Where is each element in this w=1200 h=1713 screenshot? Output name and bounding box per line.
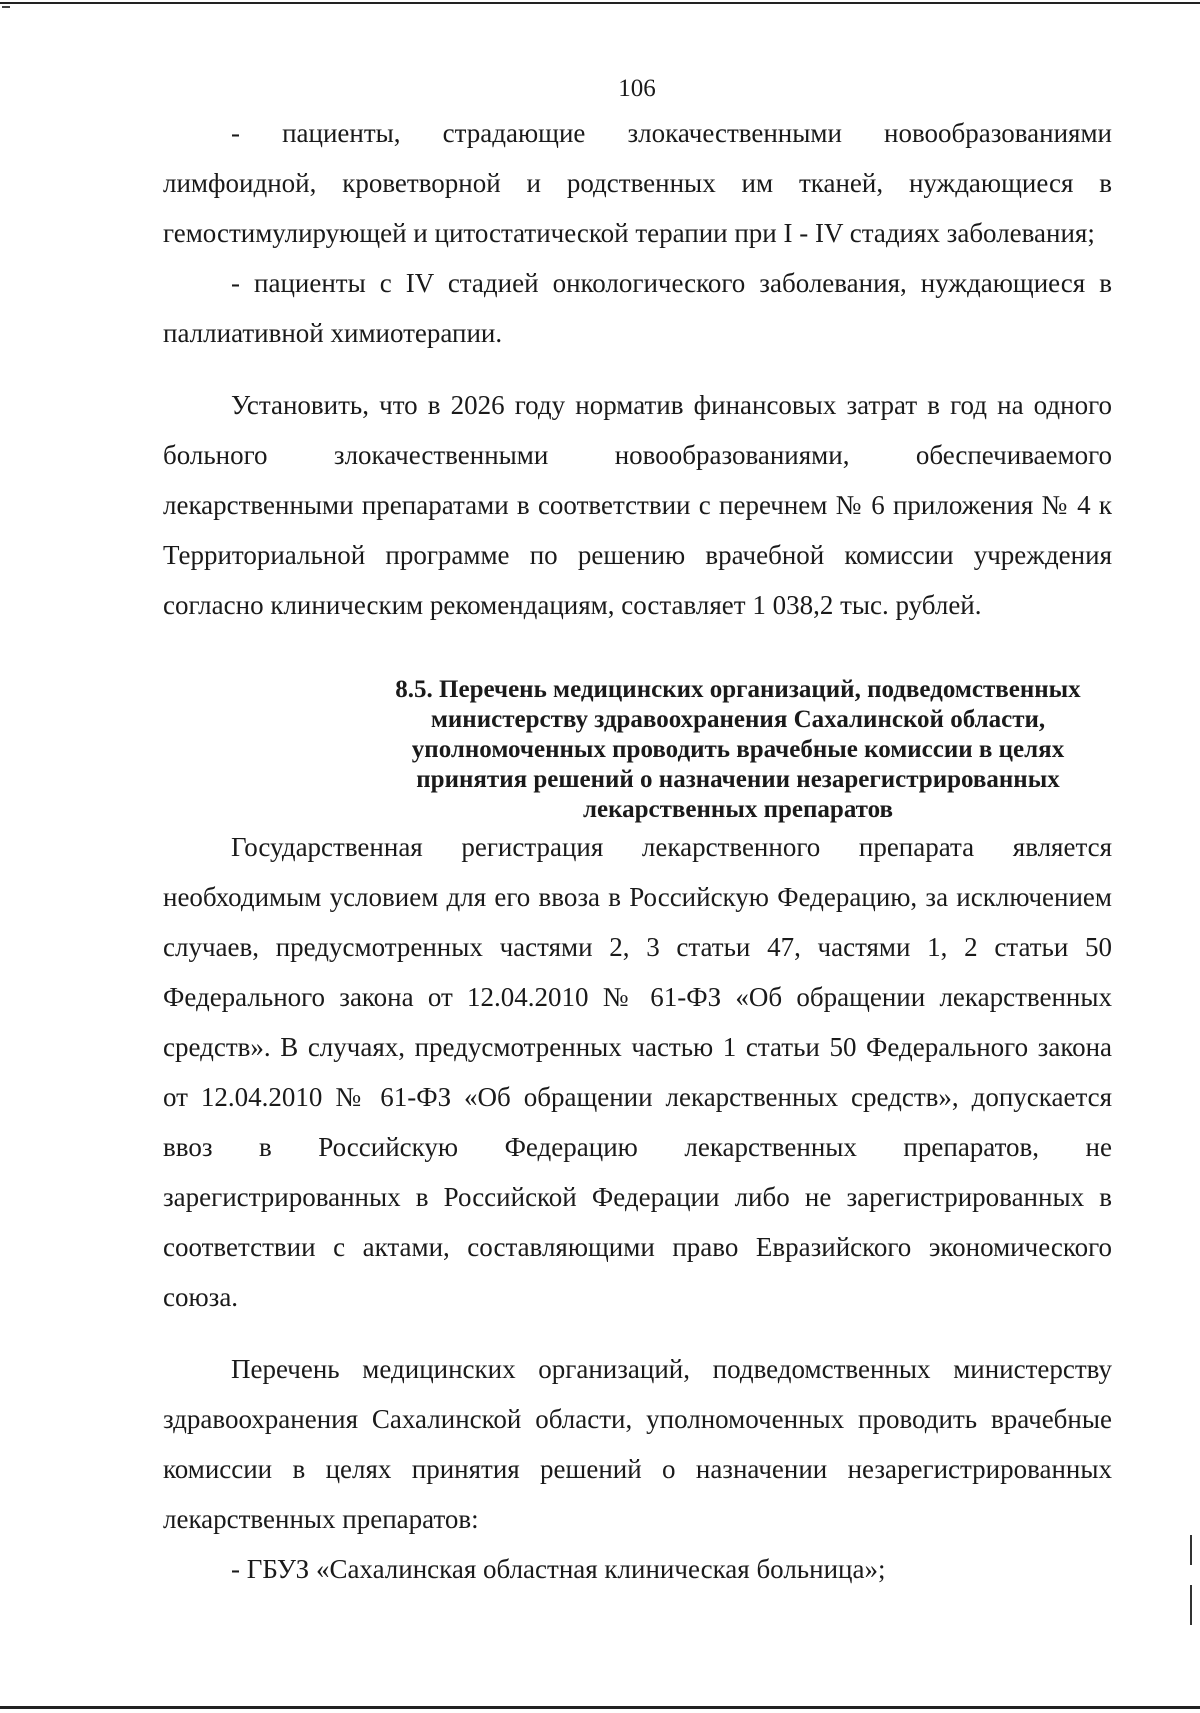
page-number: 106 [618, 75, 656, 102]
list-item-paragraph: - пациенты с IV стадией онкологического заболевания, нуждающиеся в паллиативной химиотерапии. [163, 268, 1112, 348]
list-item-paragraph: - пациенты, страдающие злокачественными новообразованиями лимфоидной, кроветворной и родственных им тканей, нуждающиеся в гемостимулирующей и цитостатической терапии при I - IV стадиях заболевания; [163, 118, 1112, 248]
scan-bottom-border [0, 1706, 1200, 1709]
scan-margin-mark [1190, 1585, 1192, 1625]
body-paragraph: Перечень медицинских организаций, подведомственных министерству здравоохранения Сахалинской области, уполномоченных проводить врачебные комиссии в целях принятия решений о назначении незарегистрированных лекарственных препаратов: [163, 1354, 1112, 1534]
heading-line: министерству здравоохранения Сахалинской области, [430, 706, 1046, 733]
heading-line: уполномоченных проводить врачебные комиссии в целях [411, 736, 1065, 763]
heading-line: 8.5. Перечень медицинских организаций, подведомственных [395, 676, 1081, 703]
scan-corner-mark [2, 6, 10, 8]
text-block-top [163, 108, 1112, 630]
heading-line: принятия решений о назначении незарегистрированных [416, 766, 1060, 793]
list-item-paragraph: - ГБУЗ «Сахалинская областная клиническая больница»; [231, 1554, 886, 1584]
text-block-bottom [163, 822, 1112, 1594]
section-heading [163, 675, 1200, 825]
scan-margin-mark [1190, 1535, 1192, 1565]
body-paragraph: Государственная регистрация лекарственного препарата является необходимым условием для его ввоза в Российскую Федерацию, за исключением случаев, предусмотренных частями 2, 3 статьи 47, частями 1, 2 статьи 50 Федерального закона от 12.04.2010 № 61-ФЗ «Об обращении лекарственных средств». В случаях, предусмотренных частью 1 статьи 50 Федерального закона от 12.04.2010 № 61-ФЗ «Об обращении лекарственных средств», допускается ввоз в Российскую Федерацию лекарственных препаратов, не зарегистрированных в Российской Федерации либо не зарегистрированных в соответствии с актами, составляющими право Евразийского экономического союза. [163, 832, 1112, 1312]
scan-top-border [0, 2, 1200, 4]
heading-line: лекарственных препаратов [583, 796, 893, 823]
body-paragraph: Установить, что в 2026 году норматив финансовых затрат в год на одного больного злокачественными новообразованиями, обеспечиваемого лекарственными препаратами в соответствии с перечнем № 6 приложения № 4 к Территориальной программе по решению врачебной комиссии учреждения согласно клиническим рекомендациям, составляет 1 038,2 тыс. рублей. [163, 390, 1112, 620]
